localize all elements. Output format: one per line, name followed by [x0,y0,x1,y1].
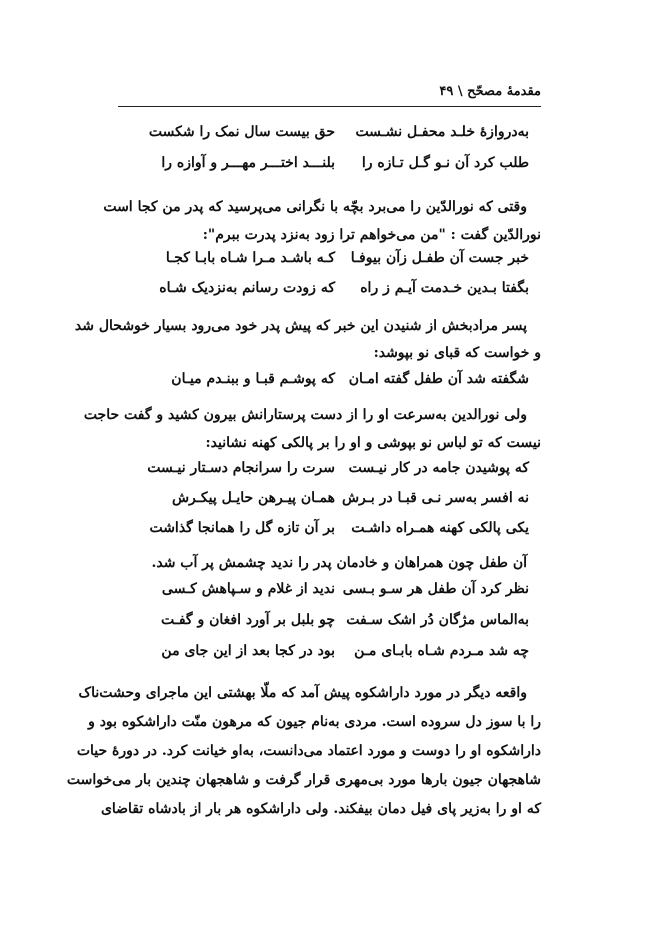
couplet [149,643,529,667]
prose-line: آن طفل چون همراهان و خادمان پدر را ندید چشمش پر آب شد. [151,555,527,571]
hemistich-second: سرت را سرانجام دسـتار نیـست [147,460,335,476]
prose-line: نورالدّین گفت : "من می‌خواهم ترا زود به‌نزد پدرت ببرم": [202,227,541,243]
hemistich-second: بلنـــد اختـــر مهـــر و آوازه را [161,155,335,171]
hemistich-first: به‌دروازهٔ خلـد محفـل نشـست [355,124,529,140]
prose-line: واقعه دیگر در مورد داراشکوه پیش آمد که ملّا بهشتی این ماجرای وحشت‌ناک [78,685,527,701]
header-rule [118,106,541,107]
hemistich-first: بگفتا بـدین خـدمت آیـم ز راه [360,280,529,296]
prose-line: را با سوز دل سروده است. مردی به‌نام جیون که مرهون منّت داراشکوه بود و [88,714,541,730]
prose-line: پسر مرادبخش از شنیدن این خبر که پیش پدر خود می‌رود بسیار خوشحال شد [74,318,527,334]
prose-line: وقتی که نورالدّین را می‌برد بچّه با نگرانی می‌پرسید که پدر من کجا است [103,199,527,215]
hemistich-second: کـه باشـد مـرا شـاه بابـا کجـا [165,250,335,266]
hemistich-first: یکی پالکی کهنه همـراه داشـت [351,520,529,536]
couplet [149,460,529,484]
couplet [149,155,529,179]
hemistich-second: بود در کجا بعد از این جای من [161,643,335,659]
couplet [149,581,529,605]
prose-line: شاهجهان جیون بارها مورد بی‌مهری قرار گرفت و شاهجهان چندین بار می‌خواست [66,772,541,788]
prose-line: ولی نورالدین به‌سرعت او را از دست پرستارانش بیرون کشید و گفت حاجت [83,407,527,423]
hemistich-first: شگفته شد آن طفل گفته امـان [348,371,529,387]
prose-line: و خواست که قبای نو بپوشد: [373,345,541,361]
hemistich-second: حق بیست سال نمک را شکست [148,124,335,140]
hemistich-first: چه شد مـردم شـاه بابـای مـن [354,643,529,659]
hemistich-first: طلب کرد آن نـو گـل تـازه را [361,155,529,171]
prose-line: داراشکوه او را دوست و مورد اعتماد می‌دانست، به‌او خیانت کرد. در دورهٔ حیات [76,743,541,759]
running-header: مقدمهٔ مصحّح \ ۴۹ [439,84,541,99]
hemistich-first: نظر کرد آن طفل هر سـو بـسی [342,581,529,597]
hemistich-first: که پوشیدن جامه در کار نیـست [348,460,529,476]
couplet [149,124,529,148]
couplet [149,250,529,274]
prose-line: که او را به‌زیر پای فیل دمان بیفکند. ولی داراشکوه هر بار از بادشاه تقاضای [100,801,541,817]
hemistich-second: همـان پیـرهن حایـل پیکـرش [171,490,335,506]
hemistich-first: خبر جست آن طفـل زآن بیوفـا [350,250,529,266]
hemistich-first: نه افسر به‌سر نـی قبـا در بـرش [341,490,529,506]
hemistich-second: که زودت رسانم به‌نزدیک شـاه [159,280,335,296]
couplet [149,371,529,395]
couplet [149,520,529,544]
hemistich-first: به‌الماس مژگان دُر اشک سـفت [346,612,529,628]
couplet [149,612,529,636]
couplet [149,280,529,304]
couplet [149,490,529,514]
hemistich-second: بر آن تازه گل را همانجا گذاشت [149,520,335,536]
hemistich-second: ندید از غلام و سـپاهش کـسی [161,581,335,597]
hemistich-second: چو بلبل بر آورد افغان و گفـت [161,612,335,628]
hemistich-second: که پوشـم قبـا و ببنـدم میـان [171,371,335,387]
prose-line: نیست که تو لباس نو بپوشی و او را بر پالکی کهنه نشانید: [205,435,541,451]
